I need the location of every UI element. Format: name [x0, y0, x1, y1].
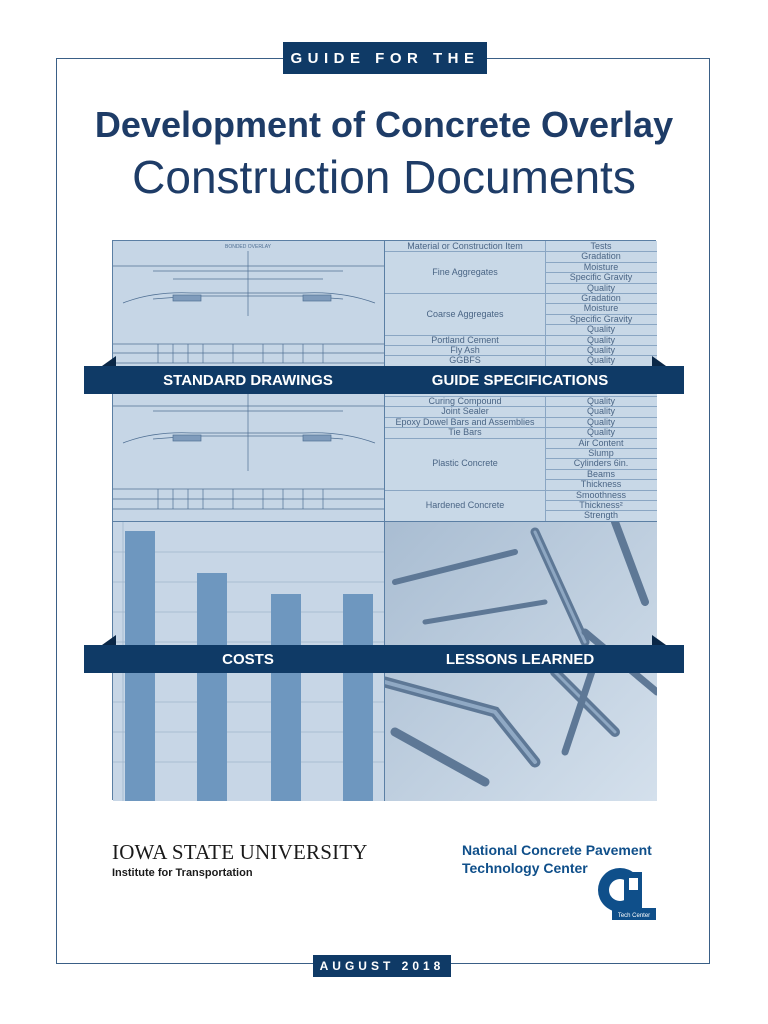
- spec-test-row: [385, 500, 657, 510]
- spec-material: Fine Aggregates: [432, 267, 498, 277]
- spec-material: Fly Ash: [450, 345, 480, 355]
- spec-test: Quality: [586, 282, 615, 293]
- spec-test: Strength: [583, 510, 619, 521]
- spec-material: Coarse Aggregates: [426, 308, 504, 319]
- spec-test: Quality: [586, 396, 615, 406]
- spec-test-row: [385, 314, 657, 324]
- label-costs: COSTS: [222, 651, 274, 668]
- spec-test-row: [385, 335, 657, 345]
- isu-institute: Institute for Transportation: [112, 867, 253, 879]
- title-line-1: Development of Concrete Overlay: [94, 104, 674, 145]
- spec-test-row: [385, 427, 657, 437]
- spec-test: Quality: [586, 406, 615, 417]
- spec-material: Joint Sealer: [441, 406, 489, 417]
- spec-test-row: [385, 396, 657, 406]
- spec-material: GGBFS: [449, 355, 481, 366]
- spec-test-row: [385, 406, 657, 416]
- spec-test-row: [385, 510, 657, 520]
- spec-test: Gradation: [581, 293, 621, 303]
- spec-test-row: [385, 283, 657, 293]
- cost-bar: [197, 573, 227, 801]
- spec-rule: [545, 396, 546, 521]
- spec-test: Moisture: [583, 303, 619, 314]
- spec-test-row: [385, 251, 657, 261]
- drawing-title: BONDED OVERLAY: [224, 244, 272, 250]
- cp-tech-center-logo: [596, 864, 658, 922]
- spec-test: Quality: [586, 427, 615, 438]
- label-guide-specifications: GUIDE SPECIFICATIONS: [431, 372, 609, 389]
- logo-text: Tech Center: [617, 913, 651, 919]
- spec-test-row: [385, 324, 657, 334]
- spec-material: Plastic Concrete: [432, 458, 498, 469]
- spec-material: Portland Cement: [431, 334, 499, 345]
- ncp-line-2: Technology Center: [462, 860, 588, 876]
- spec-material: Curing Compound: [428, 396, 502, 406]
- spec-test-row: [385, 345, 657, 355]
- spec-test: Slump: [588, 448, 614, 458]
- spec-test-row: [385, 262, 657, 272]
- spec-test: Thickness²: [579, 500, 623, 510]
- spec-test: Moisture: [583, 261, 619, 272]
- spec-test: Quality: [586, 345, 615, 355]
- spec-test-row: [385, 490, 657, 500]
- spec-test: Specific Gravity: [569, 272, 633, 283]
- spec-test-row: [385, 458, 657, 468]
- cover-image-grid: [112, 240, 656, 800]
- spec-test-row: [385, 272, 657, 282]
- spec-test: Smoothness: [575, 489, 627, 500]
- spec-test: Gradation: [581, 251, 621, 262]
- spec-test-row: [385, 479, 657, 489]
- date-tag: AUGUST 2018: [313, 955, 451, 977]
- spec-test: Specific Gravity: [569, 313, 633, 324]
- spec-test: Air Content: [578, 437, 624, 448]
- spec-material: Tie Bars: [448, 427, 482, 438]
- spec-test: Quality: [586, 416, 615, 427]
- guide-tag: GUIDE FOR THE: [283, 42, 487, 74]
- banner-top: [84, 366, 684, 394]
- spec-test: Thickness: [580, 479, 622, 490]
- spec-test-row: [385, 469, 657, 479]
- grid-divider-horizontal: [113, 521, 657, 522]
- spec-test: Beams: [586, 468, 615, 479]
- title-line-2: Construction Documents: [132, 151, 636, 203]
- spec-test: Cylinders 6in.: [573, 458, 629, 469]
- spec-rule: [545, 241, 546, 366]
- spec-test-row: [385, 448, 657, 458]
- cost-bar: [271, 594, 301, 801]
- spec-test-row: [385, 417, 657, 427]
- spec-test-row: [385, 438, 657, 448]
- spec-test-row: [385, 303, 657, 313]
- cost-bar: [343, 594, 373, 801]
- spec-material: Hardened Concrete: [425, 500, 505, 510]
- isu-logo: [112, 840, 368, 879]
- spec-material: Epoxy Dowel Bars and Assemblies: [395, 416, 535, 427]
- ncp-line-1: National Concrete Pavement: [462, 842, 652, 858]
- label-standard-drawings: STANDARD DRAWINGS: [163, 372, 333, 389]
- isu-name: IOWA STATE UNIVERSITY: [112, 840, 368, 864]
- spec-test: Quality: [586, 355, 615, 366]
- spec-test: Quality: [586, 324, 615, 335]
- spec-test: Quality: [586, 334, 615, 345]
- banner-bottom: [84, 645, 684, 673]
- spec-test: Tests: [590, 241, 612, 251]
- spec-header-row: [385, 241, 657, 251]
- label-lessons-learned: LESSONS LEARNED: [445, 651, 595, 668]
- spec-test-row: [385, 293, 657, 303]
- spec-test-row: [385, 355, 657, 365]
- spec-material: Material or Construction Item: [407, 241, 523, 251]
